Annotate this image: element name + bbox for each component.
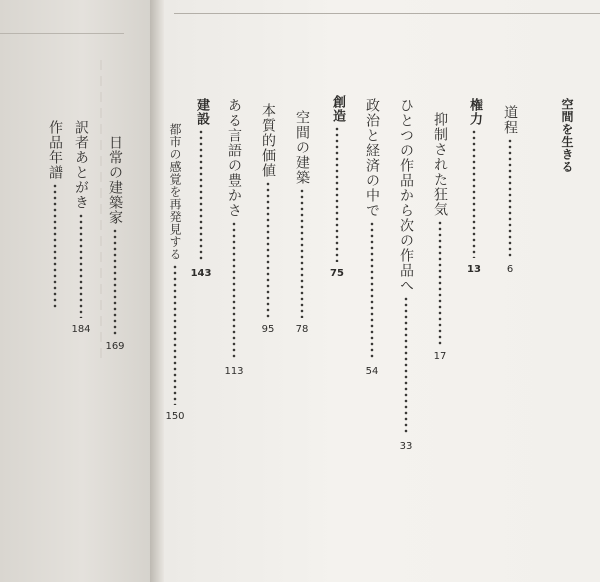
toc-entry-yokusei: 抑制された狂気 (432, 112, 448, 217)
right-page (164, 0, 600, 582)
toc-entry-aru-gengo: ある言語の豊かさ (226, 98, 242, 218)
toc-entry-nichijou: 日常の建築家 (107, 135, 123, 225)
toc-leader-dots (438, 220, 442, 345)
toc-leader-dots (79, 213, 83, 318)
toc-entry-kensetsu: 建設 (194, 98, 209, 126)
toc-leader-dots (113, 228, 117, 335)
toc-page-number: 184 (71, 324, 91, 335)
toc-leader-dots (370, 221, 374, 360)
left-page-rule (0, 33, 124, 34)
toc-page-number: 169 (105, 341, 125, 352)
toc-leader-dots (300, 188, 304, 318)
toc-entry-souzou: 創造 (330, 95, 345, 123)
toc-page-number: 33 (399, 441, 413, 452)
toc-entry-kuukan-wo-ikiru: 空間を生きる (560, 98, 574, 173)
toc-leader-dots (508, 138, 512, 258)
toc-page-number: 143 (190, 268, 212, 279)
book-gutter (150, 0, 164, 582)
toc-entry-sakuhin-nenpu: 作品年譜 (47, 120, 63, 180)
toc-entry-kenryoku: 権力 (467, 98, 482, 126)
toc-page-number: 113 (224, 366, 244, 377)
toc-entry-yakusha-atogaki: 訳者あとがき (73, 120, 89, 210)
toc-leader-dots (232, 221, 236, 360)
toc-entry-hitotsu-no-sakuhin: ひとつの作品から次の作品へ (398, 98, 414, 293)
toc-leader-dots (266, 181, 270, 318)
toc-entry-kuukan-no-kenchiku: 空間の建築 (294, 110, 310, 185)
toc-entry-honshitsuteki-kachi: 本質的価値 (260, 103, 276, 178)
toc-page-number: 6 (506, 264, 514, 275)
toc-page-number: 75 (330, 268, 344, 279)
toc-page-number: 17 (433, 351, 447, 362)
toc-leader-dots (199, 129, 203, 262)
bleed-through-text (100, 60, 102, 360)
toc-leader-dots (335, 126, 339, 262)
toc-page-number: 13 (467, 264, 481, 275)
toc-leader-dots (53, 183, 57, 310)
toc-page-number: 95 (261, 324, 275, 335)
toc-entry-toshi-no-kankaku: 都市の感覚を再発見する (168, 123, 182, 261)
toc-leader-dots (472, 129, 476, 258)
toc-leader-dots (173, 264, 177, 406)
toc-leader-dots (404, 296, 408, 435)
toc-page-number: 78 (295, 324, 309, 335)
toc-entry-dotei: 道程 (502, 105, 518, 135)
toc-page-number: 54 (365, 366, 379, 377)
toc-entry-seiji-to-keizai: 政治と経済の中で (364, 98, 380, 218)
right-page-rule (174, 13, 600, 14)
toc-page-number: 150 (165, 411, 185, 422)
left-page (0, 0, 150, 582)
